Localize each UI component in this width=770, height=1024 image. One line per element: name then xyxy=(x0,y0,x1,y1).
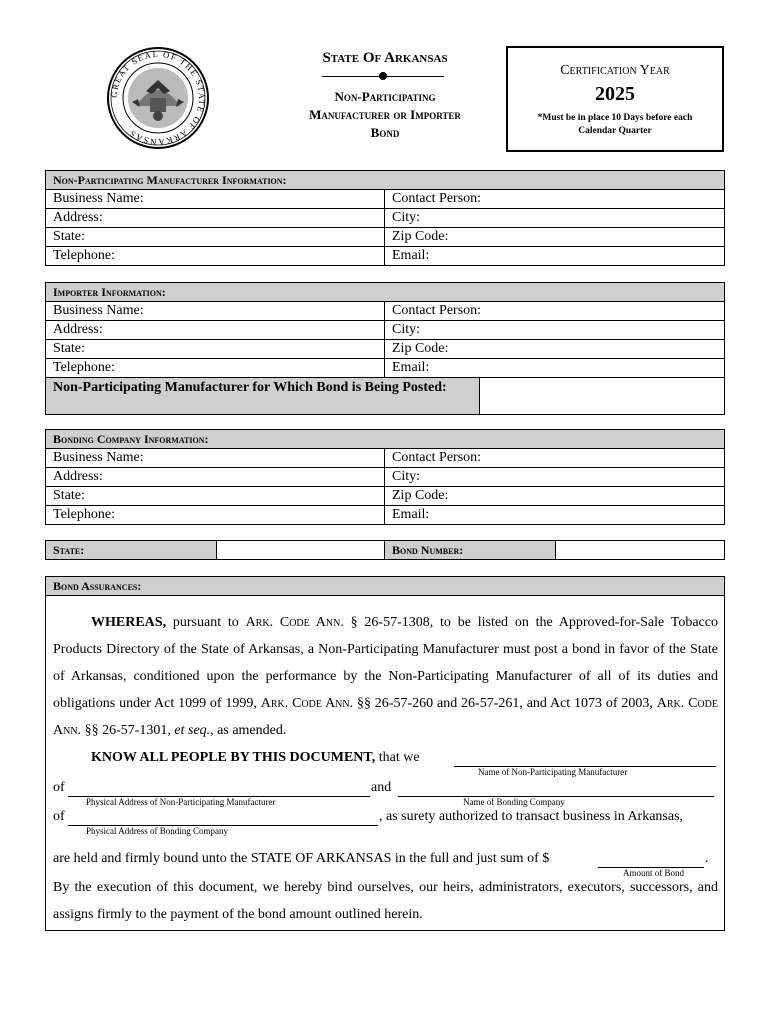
state-seal xyxy=(106,46,210,150)
bond-number-label: Bond Number: xyxy=(385,541,556,559)
bonding-contact-person-field[interactable]: Contact Person: xyxy=(392,450,482,465)
bond-number-field[interactable] xyxy=(556,541,724,559)
importer-city-field[interactable]: City: xyxy=(392,322,421,337)
state-field[interactable] xyxy=(217,541,385,559)
state-bond-number-row xyxy=(45,540,725,560)
surety-text: , as surety authorized to transact business in Arkansas, xyxy=(379,809,684,824)
know-all-line xyxy=(91,750,420,766)
whereas-text-3: §§ 26-57-260 and 26-57-261, and Act 1073 of 2003, xyxy=(353,696,657,711)
whereas-text-2: § 26-57-1308, to be listed on the Approved-for-Sale Tobacco Products Directory of the State of Arkansas, a Non-Participating Manufacturer must post a bond in favor of the State of Arkansas, conditioned upon the performance by the Non-Participating Manufacturer of all of its duties and obligations under Act 1099 of 1999, xyxy=(53,615,718,711)
know-all-bold: KNOW ALL PEOPLE BY THIS DOCUMENT, xyxy=(91,750,376,765)
importer-zip-field[interactable]: Zip Code: xyxy=(392,341,449,356)
npm-zip-field[interactable]: Zip Code: xyxy=(392,229,449,244)
whereas-text-4: §§ 26-57-1301, xyxy=(81,723,175,738)
and-label: and xyxy=(371,780,392,795)
code-ref-2: Ark. Code Ann. xyxy=(260,696,354,711)
subtitle-line-3: Bond xyxy=(370,125,400,140)
document-subtitle xyxy=(270,88,500,142)
importer-information-section xyxy=(45,282,725,415)
whereas-text-1: pursuant to xyxy=(166,615,246,630)
of-label-2: of xyxy=(53,809,65,824)
of-label-1: of xyxy=(53,780,65,795)
table-row xyxy=(46,302,724,321)
npm-business-name-field[interactable]: Business Name: xyxy=(46,190,385,208)
assurances-heading: Bond Assurances: xyxy=(46,577,724,596)
execution-paragraph: By the execution of this document, we hereby bind ourselves, our heirs, administrators, executors, successors, and assigns firmly to the payment of the bond amount outlined herein. xyxy=(53,880,718,922)
certification-year-value: 2025 xyxy=(595,83,635,105)
npm-for-bond-row xyxy=(46,378,724,414)
table-row xyxy=(46,209,724,228)
table-row xyxy=(46,506,724,524)
seal-text: GREAT SEAL OF THE STATE OF ARKANSAS xyxy=(108,48,208,148)
bonding-company-section xyxy=(45,429,725,525)
npm-address-field[interactable]: Address: xyxy=(46,209,385,227)
table-row xyxy=(46,359,724,378)
bonding-name-caption: Name of Bonding Company xyxy=(463,797,565,807)
table-row xyxy=(46,468,724,487)
table-row xyxy=(46,228,724,247)
npm-for-bond-label: Non-Participating Manufacturer for Which Bond is Being Posted: xyxy=(46,378,480,414)
bonding-zip-field[interactable]: Zip Code: xyxy=(392,488,449,503)
importer-contact-person-field[interactable]: Contact Person: xyxy=(392,303,482,318)
importer-address-field[interactable]: Address: xyxy=(46,321,385,339)
bonding-address-field[interactable]: Address: xyxy=(46,468,385,486)
npm-city-field[interactable]: City: xyxy=(392,210,421,225)
bonding-city-field[interactable]: City: xyxy=(392,469,421,484)
know-all-text: that we xyxy=(375,750,420,765)
npm-email-field[interactable]: Email: xyxy=(392,248,430,263)
table-row xyxy=(46,487,724,506)
importer-section-heading: Importer Information: xyxy=(46,283,724,302)
table-row xyxy=(46,449,724,468)
certification-year-label: Certification Year xyxy=(560,63,670,78)
bonding-email-field[interactable]: Email: xyxy=(392,507,430,522)
importer-email-field[interactable]: Email: xyxy=(392,360,430,375)
bonding-section-heading: Bonding Company Information: xyxy=(46,430,724,449)
subtitle-line-2: Manufacturer or Importer xyxy=(309,107,461,122)
npm-telephone-field[interactable]: Telephone: xyxy=(46,247,385,265)
et-seq: et seq. xyxy=(174,723,211,738)
code-ref-3: Ark. Code Ann. xyxy=(53,696,718,738)
title-divider-dot xyxy=(379,72,387,80)
held-period: . xyxy=(705,851,709,866)
document-title: State Of Arkansas xyxy=(322,50,448,66)
held-bound-text: are held and firmly bound unto the STATE OF ARKANSAS in the full and just sum of $ xyxy=(53,851,550,866)
npm-contact-person-field[interactable]: Contact Person: xyxy=(392,191,482,206)
bond-assurances-section xyxy=(45,576,725,931)
whereas-bold: WHEREAS, xyxy=(91,615,167,630)
whereas-text-5: , as amended. xyxy=(210,723,287,738)
table-row xyxy=(46,190,724,209)
importer-state-field[interactable]: State: xyxy=(46,340,385,358)
npm-for-bond-field[interactable] xyxy=(480,378,724,414)
importer-business-name-field[interactable]: Business Name: xyxy=(46,302,385,320)
table-row xyxy=(46,340,724,359)
npm-state-field[interactable]: State: xyxy=(46,228,385,246)
bonding-telephone-field[interactable]: Telephone: xyxy=(46,506,385,524)
table-row xyxy=(46,247,724,265)
certification-note: *Must be in place 10 Days before each Calendar Quarter xyxy=(537,113,693,136)
table-row xyxy=(46,321,724,340)
bond-amount-caption: Amount of Bond xyxy=(623,868,685,878)
subtitle-line-1: Non-Participating xyxy=(334,89,436,104)
npm-information-section xyxy=(45,170,725,266)
npm-section-heading: Non-Participating Manufacturer Information: xyxy=(46,171,724,190)
whereas-paragraph xyxy=(53,609,718,744)
bonding-business-name-field[interactable]: Business Name: xyxy=(46,449,385,467)
npm-address-caption: Physical Address of Non-Participating Manufacturer xyxy=(86,797,276,807)
certification-year-box xyxy=(506,46,724,152)
importer-telephone-field[interactable]: Telephone: xyxy=(46,359,385,377)
npm-name-caption: Name of Non-Participating Manufacturer xyxy=(478,767,628,777)
bonding-state-field[interactable]: State: xyxy=(46,487,385,505)
state-label: State: xyxy=(46,541,217,559)
bonding-address-caption: Physical Address of Bonding Company xyxy=(86,826,228,836)
code-ref-1: Ark. Code Ann. xyxy=(245,615,344,630)
